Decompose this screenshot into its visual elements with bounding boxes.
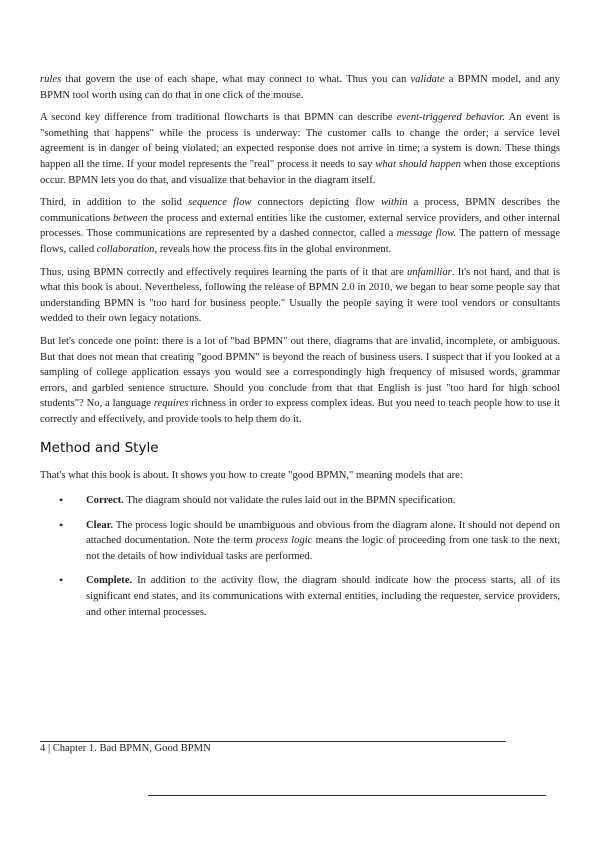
bullet-icon: • [59, 573, 64, 588]
paragraph-unfamiliar: Thus, using BPMN correctly and effectively requires learning the parts of it that are unfamiliar. It's not hard, and that is what this book is about. Nevertheless, following the release of BPMN 2.0 in 2010, we began to hear some people say that understanding BPMN is "too hard for business people." Usually the people saying it were tool vendors or consultants wedded to their own legacy notations. [40, 266, 560, 325]
page-footer: 4 | Chapter 1. Bad BPMN, Good BPMN [40, 743, 211, 754]
footer-divider [40, 741, 506, 742]
paragraph-validation: rules that govern the use of each shape, what may connect to what. Thus you can validate a BPMN model, and any BPMN tool worth using can do that in one click of the mouse. [40, 74, 560, 101]
page-body [40, 72, 560, 629]
list-item-clear: • Clear. The process logic should be unambiguous and obvious from the diagram alone. It should not depend on attached documentation. Note the term process logic means the logic of proceeding from one task to the next, not the details of how individual tasks are performed. [59, 517, 560, 562]
paragraph-event-triggered: A second key difference from traditional flowcharts is that BPMN can describe event-triggered behavior. An event is "something that happens" while the process is underway: The customer calls to change the order; a service level agreement is in danger of being violated; an expected response does not arrive in time; a system is down. These things happen all the time. If your model represents the "real" process it needs to say what should happen when those exceptions occur. BPMN lets you do that, and visualize that behavior in the diagram itself. [40, 112, 560, 186]
section-intro: That's what this book is about. It shows you how to create "good BPMN," meaning models that are: [40, 470, 463, 482]
bottom-divider [148, 795, 546, 796]
list-item-correct: • Correct. The diagram should not validate the rules laid out in the BPMN specification. [59, 493, 456, 508]
criteria-list [40, 493, 560, 620]
section-heading: Method and Style [40, 440, 159, 457]
list-item-complete: • Complete. In addition to the activity flow, the diagram should indicate how the process starts, all of its significant end states, and its communications with external entities, including the requester, service providers, and other internal processes. [59, 573, 560, 618]
paragraph-bad-bpmn: But let's concede one point: there is a lot of "bad BPMN" out there, diagrams that are invalid, incomplete, or ambiguous. But that does not mean that creating "good BPMN" is beyond the reach of business users. I suspect that if you looked at a sampling of college application essays you would see a correspondingly high frequency of misused words, grammar errors, and garbled sentence structure. Should you conclude from that that English is just "too hard for high school students"? No, a language requires richness in order to express complex ideas. But you need to teach people how to use it correctly and effectively, and provide tools to help them do it. [40, 335, 560, 425]
paragraph-message-flow: Third, in addition to the solid sequence flow connectors depicting flow within a process, BPMN describes the communications between the process and external entities like the customer, external service providers, and other internal processes. Those communications are represented by a dashed connector, called a message flow. The pattern of message flows, called collaboration, reveals how the process fits in the global environment. [40, 197, 561, 255]
bullet-icon: • [59, 493, 64, 508]
bullet-icon: • [59, 517, 64, 532]
